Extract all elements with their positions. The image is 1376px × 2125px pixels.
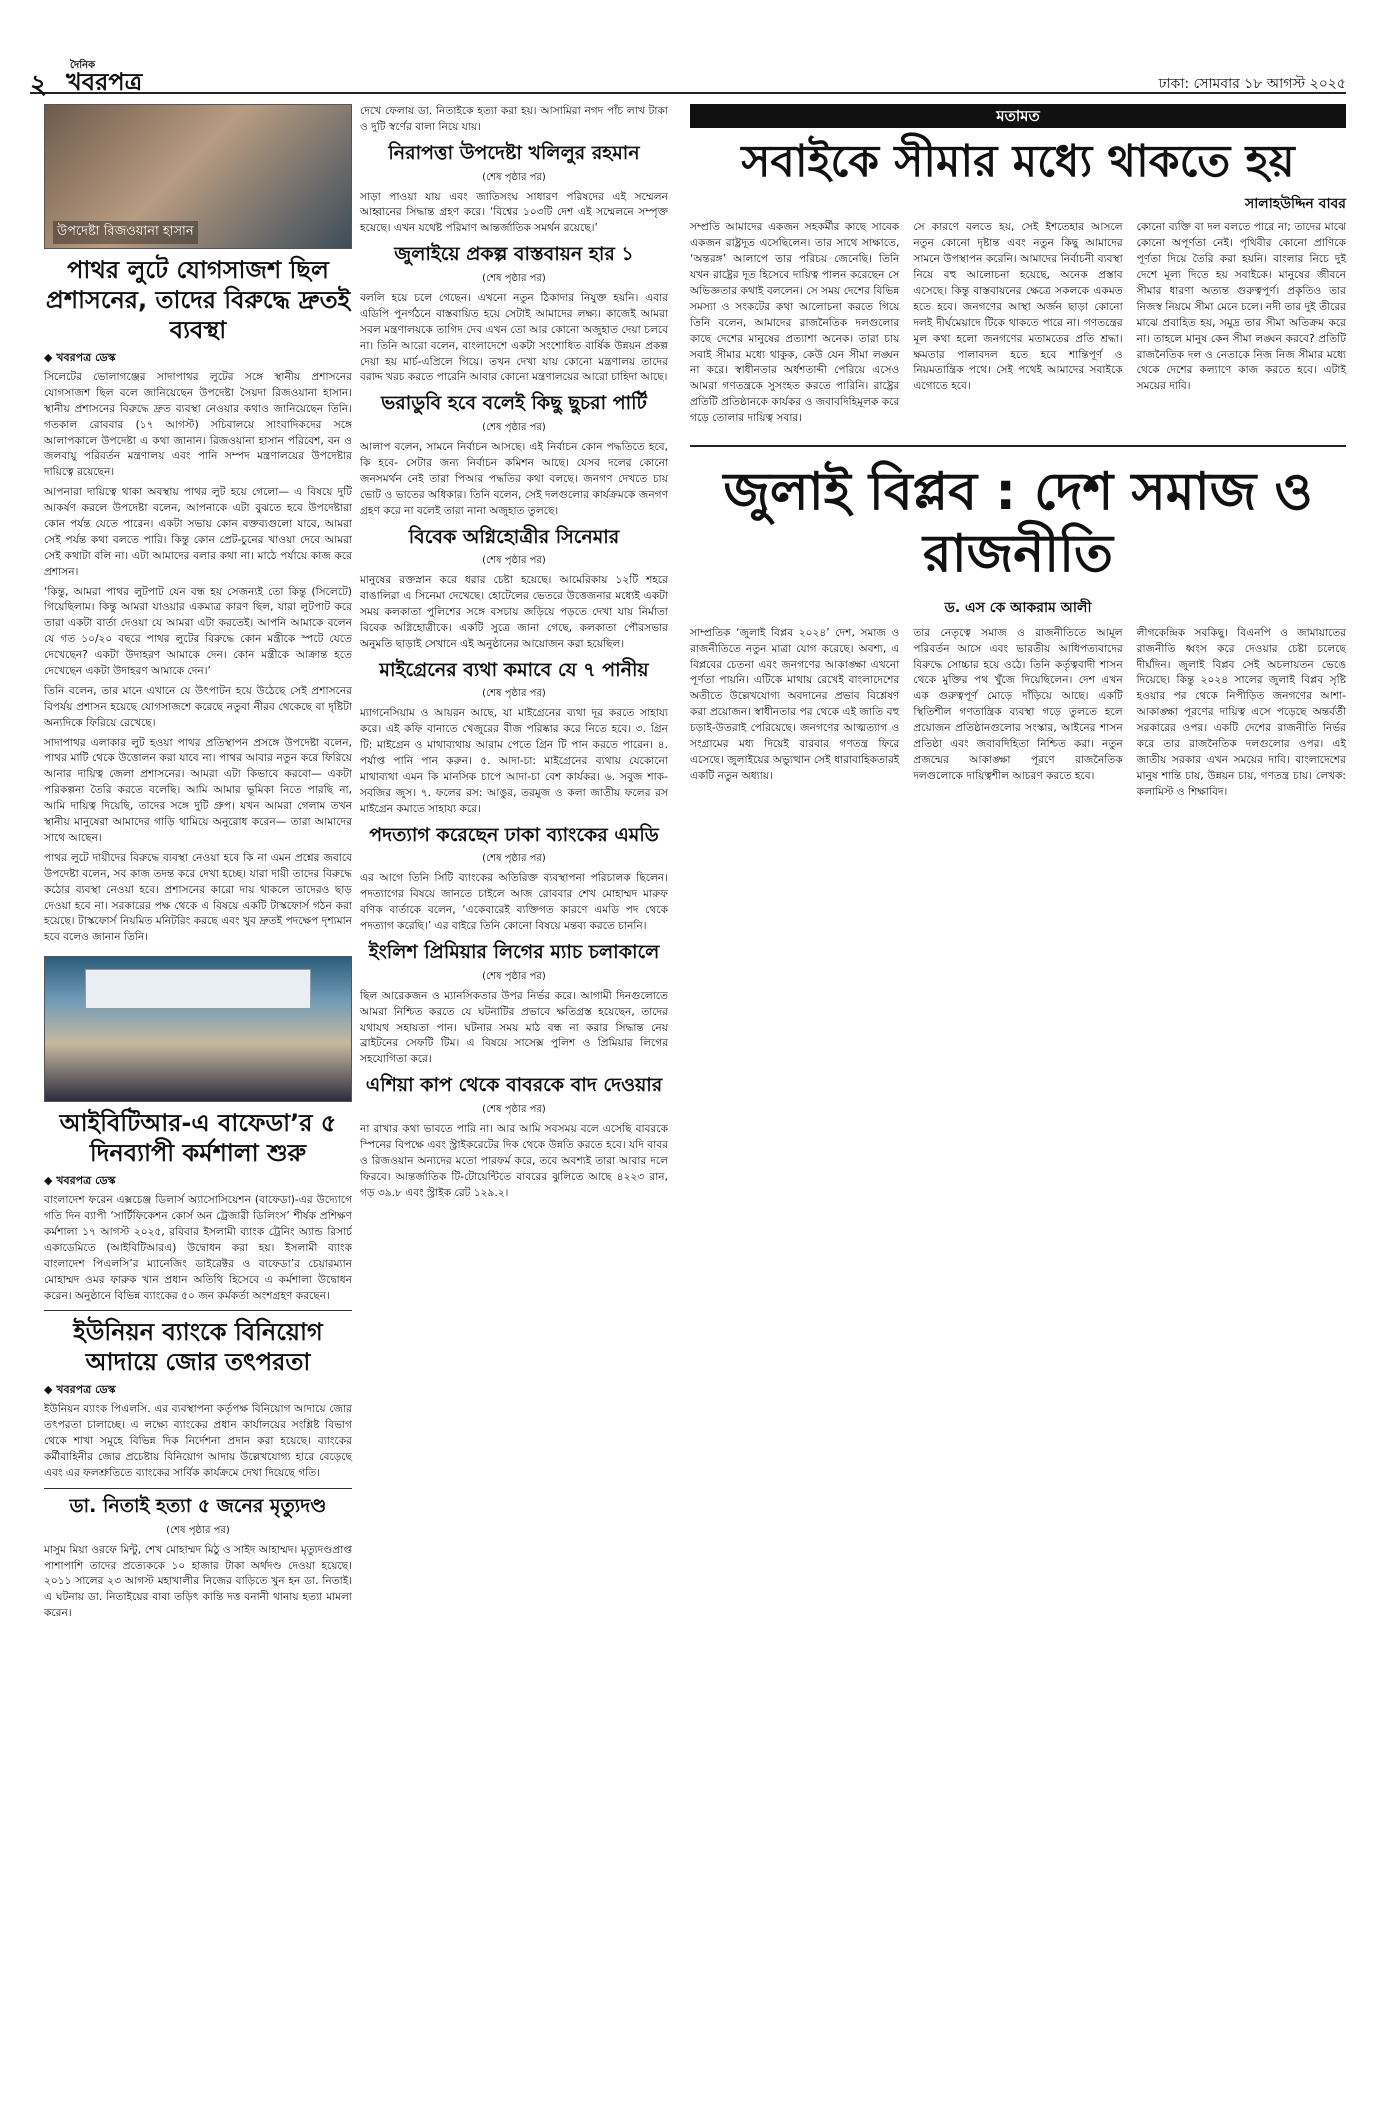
khalilur-body: সাড়া পাওয়া যায় এবং জাতিসংঘ সাধারণ পরিষদের এই সম্মেলন আহ্বানের সিদ্ধান্ত গ্রহণ করে। ‘বিশ্বের ১০৩টি দেশ এই সম্মেলনে সম্পৃক্ত হয়েছে। এখন যথেষ্ট পরিমাণ আন্তর্জাতিক সমর্থন রয়েছে।’ (360, 190, 668, 235)
bafeda-body: বাংলাদেশ ফরেন এক্সচেঞ্জ ডিলার্স অ্যাসোসিয়েশন (বাফেডা)-এর উদ্যোগে গতি দিন ব্যাপী ‘সার্টিফিকেশন কোর্স অন ট্রেজারী ডিলিংস’ শীর্ষক প্রশিক্ষণ কর্মশালা ১৭ আগস্ট ২০২৫, রবিবার ইসলামী ব্যাংক ট্রেনিং অ্যান্ড রিসার্চ একাডেমিতে (আইবিটিআরএ) উদ্বোধন করা হয়। ইসলামী ব্যাংক বাংলাদেশ পিএলসি’র ম্যানেজিং ডাইরেক্টর ও বাফেডা’র চেয়ারম্যান মোহাম্মদ ওমর ফারুক খান প্রধান অতিথি হিসেবে এ কর্মশালা উদ্বোধন করেন। অনুষ্ঠানে বিভিন্ন ব্যাংকের ৫০ জন কর্মকর্তা অংশগ্রহণ করছেন। (44, 1194, 352, 1302)
asia-cup-body: না রাখার কথা ভাবতে পারি না। আর আমি সবসময় বলে এসেছি বাবরকে স্পিনের বিপক্ষে এবং স্ট্রাইকরেটের দিক থেকে উন্নতি করতে হবে। যদি বাবর ও রিজওয়ান অন্যদের মতো পারফর্ম করে, তবে অবশ্যই তারা আবার দলে ফিরবে। আন্তর্জাতিক টি-টোয়েন্টিতে বাবরের ঝুলিতে আছে ৪২২৩ রান, গড় ৩৯.৮ এবং স্ট্রাইক রেট ১২৯.২। (360, 1122, 668, 1199)
lead-body-3: ‘কিন্তু, আমরা পাথর লুটপাট যেন বন্ধ হয় সেজন্যই তো কিন্তু (সিলেটে) গিয়েছিলাম। কিন্তু আমরা যাওয়ার একমাত্র কারণ ছিল, যারা লুটপাট করে তারা একটা বার্তা দেওয়া যে আমরা এটা করতেই। আপনি আমাকে বলেন যে গত ১০/২০ বছরে পাথর লুটের বিরুদ্ধে কোন মন্ত্রীকে স্পটে যেতে দেখেছেন? একটা উদাহরণ আমাকে দেন। কোন মন্ত্রীকে আক্রান্ত হতে দেখেছেন একটা উদাহরণ আমাকে দেন।’ (44, 585, 352, 678)
lead-body-2: আপনারা দায়িত্বে থাকা অবস্থায় পাথর লুট হয়ে গেলো— এ বিষয়ে দুটি আকর্ষণ করলে উপদেষ্টা বলেন, আপনাকে এটা বুঝতে হবে উপদেষ্টারা কোন পর্যন্ত যেতে পারেন। একটা সভায় কোন বক্তব্যগুলো যাবে, আমরা সেই পর্যন্ত কথা বলতে পারি। কিন্তু কোন প্রেট-চুনের খাওয়া দেবে আমরা সেই কথাটা বলি না। এটা আমাদের বলার কথা না। মাঠে পর্যায়ে কাজ করে প্রশাসন। (44, 486, 352, 578)
newspaper-prefix: দৈনিক (70, 60, 96, 71)
epl-continued: (শেষ পৃষ্ঠার পর) (482, 970, 546, 982)
lead-body-4: তিনি বলেন, তার মানে এখানে যে উৎপাটন হয়ে উঠেছে সেই প্রশাসনের বিপর্যয় প্রশাসন হয়েছে যোগসাজশে করেছে নতুবা নীরব থেকেছে বা দৃষ্টিটা অন্যদিকে ফিরিয়ে রেখেছে। (44, 684, 352, 729)
feature-author: ড. এস কে আকরাম আলী (944, 599, 1092, 616)
opinion-col-b: সে কারণে বলতে হয়, সেই ইশতেহার আসলে নতুন কোনো দৃষ্টান্ত এবং নতুন কিছু আমাদের সামনে উপস্থাপন করেনি। আমাদের নির্বাচনী ব্যবস্থা নিয়ে বহু আলোচনা হয়েছে, অনেক প্রস্তাব এসেছে। কিন্তু বাস্তবায়নের ক্ষেত্রে সকলকে একমত হতে হবে। জনগণের আস্থা অর্জন ছাড়া কোনো দলই দীর্ঘমেয়াদে টিকে থাকতে পারে না। গণতন্ত্রের মূল কথা হলো জনগণের মতামতের প্রতি শ্রদ্ধা। ক্ষমতার পালাবদল হতে হবে শান্তিপূর্ণ ও নিয়মতান্ত্রিক পথে। সেই পথেই আমাদের সবাইকে এগোতে হবে। (913, 221, 1123, 393)
opinion-section (690, 104, 1346, 805)
migraine-continued: (শেষ পৃষ্ঠার পর) (482, 688, 546, 700)
divider (44, 1310, 352, 1311)
opinion-headline[interactable]: সবাইকে সীমার মধ্যে থাকতে হয় (741, 136, 1295, 187)
asia-cup-headline[interactable]: এশিয়া কাপ থেকে বাবরকে বাদ দেওয়ার (365, 1074, 663, 1097)
july-project-body: বললি হয়ে চলে গেছেন। এখনো নতুন ঠিকাদার নিযুক্ত হয়নি। এবার এডিপি পুনর্গঠনে বাস্তবায়িত হয়ে সেটাই আমাদের লক্ষ্য। কাজেই আমরা সবল মন্ত্রণালয়কে তাগিদ দেব এখন তো আর কোনো অজুহাত দেয়া চলবে না। তিনি আরো বলেন, বাংলাদেশে একটা সংশোধিত বার্ষিক উন্নয়ন প্রকল্প দেয়া হয় মার্চ-এপ্রিলে গিয়ে। তখন দেখা যায় কোনো মন্ত্রণালয় তাদের বরাদ্দ খরচ করতে পারেনি আবার কোনো মন্ত্রণালয়ের আরো চাহিদা আছে। (360, 291, 668, 384)
middle-column (360, 104, 668, 1205)
asia-cup-continued: (শেষ পৃষ্ঠার পর) (482, 1103, 546, 1115)
feature-headline[interactable]: জুলাই বিপ্লব : দেশ সমাজ ও রাজনীতি (723, 461, 1313, 585)
opinion-author: সালাহউদ্দিন বাবর (1245, 196, 1346, 213)
left-column (44, 104, 352, 1626)
party-body: আলাপ বলেন, সামনে নির্বাচন আসছে। এই নির্বাচন কোন পদ্ধতিতে হবে, কি হবে- সেটার জন্য নির্বাচন কমিশন আছে। যেসব দলের কোনো জনসমর্থন নেই তারা পিআর পদ্ধতির কথা বলছে। জনগণ দেখতে চায় ভোট ও ভাতের অধিকার। তিনি বলেন, সেই দলগুলোর কার্যক্রমকে জনগণ গ্রহণ করে না বলেই তারা নানা অজুহাত তুলছে। (360, 441, 668, 517)
cinema-continued: (শেষ পৃষ্ঠার পর) (482, 555, 546, 567)
bafeda-byline: ◆ খবরপত্র ডেস্ক (44, 1174, 116, 1188)
party-continued: (শেষ পৃষ্ঠার পর) (482, 422, 546, 434)
feature-col-c: লীগকেন্দ্রিক সবকিছু। বিএনপি ও জামায়াতের রাজনীতি ধ্বংস করে দেওয়ার চেষ্টা চলেছে দীর্ঘদিন। জুলাই বিপ্লব সেই অচলায়তন ভেঙে দিয়েছে। কিন্তু ২০২৪ সালের জুলাই বিপ্লব সৃষ্টি হওয়ার পর থেকে নিপীড়িত জনগণের আশা-আকাঙ্ক্ষা পূরণের দায়িত্ব এসে পড়েছে অন্তর্বর্তী সরকারের ওপর। একটি দেশের রাজনীতি নির্ভর করে তার রাজনৈতিক দলগুলোর ওপর। এই জাতীয় সরকার এখন সময়ের দাবি। বাংলাদেশের মানুষ শান্তি চায়, উন্নয়ন চায়, গণতন্ত্র চায়। লেখক: কলামিস্ট ও শিক্ষাবিদ। (1136, 626, 1346, 798)
opinion-columns (690, 220, 1346, 431)
union-bank-headline[interactable]: ইউনিয়ন ব্যাংকে বিনিয়োগ আদায়ে জোর তৎপরতা (73, 1318, 323, 1377)
migraine-body: ম্যাগনেসিয়াম ও আয়রন আছে, যা মাইগ্রেনের ব্যথা দূর করতে সাহায্য করে। এই কফি বানাতে খেজুরের বীজ পরিষ্কার করে নিতে হবে। ৩. গ্রিন টি: মাইগ্রেন ও মাথাব্যথায় আরাম পেতে গ্রিন টি পান করতে পারেন। ৪. পর্যাপ্ত পানি পান করুন। ৫. আদা-চা: মাইগ্রেনের ব্যথায় যেকোনো মাথাব্যথা এমন কি মানসিক চাপে আদা-চা বেশ কার্যকর। ৬. সবুজ শাক-সবজির জুস। ৭. ফলের রস: আঙুর, তরমুজ ও কলা জাতীয় ফলের রস মাইগ্রেন কমাতে সাহায্য করে। (360, 707, 668, 815)
cinema-headline[interactable]: বিবেক অগ্নিহোত্রীর সিনেমার (408, 525, 620, 548)
lead-body-6: পাথর লুটে দায়ীদের বিরুদ্ধে ব্যবস্থা নেওয়া হবে কি না এমন প্রশ্নের জবাবে উপদেষ্টা বলেন, সব কাজ তদন্ত করে দেখা হচ্ছে। যারা দায়ী তাদের বিরুদ্ধে কঠোর ব্যবস্থা নেওয়া হবে। প্রশাসনের কারো দায় থাকলে তাদেরও ছাড় দেওয়া হবে না। সরকারের পক্ষ থেকে এ বিষয়ে একটি টাস্কফোর্স গঠন করা হয়েছে। টাস্কফোর্স নিয়মিত মনিটরিং করছে এবং খুব দ্রুতই পদক্ষেপ দৃশ্যমান হবে বলেও জানান তিনি। (44, 851, 352, 944)
divider (690, 445, 1346, 447)
issue-date: ঢাকা: সোমবার ১৮ আগস্ট ২০২৫ (1158, 76, 1346, 92)
epl-headline[interactable]: ইংলিশ প্রিমিয়ার লিগের ম্যাচ চলাকালে (368, 941, 660, 963)
bafeda-headline[interactable]: আইবিটিআর-এ বাফেডা’র ৫ দিনব্যাপী কর্মশালা শুরু (59, 1109, 337, 1168)
nitai-body: মাসুম মিয়া ওরফে মিন্টু, শেখ মোহাম্মদ মিঠু ও সাইদ আহাম্মদ। মৃত্যুদণ্ডপ্রাপ্ত পাশাপাশি তাদের প্রত্যেককে ১০ হাজার টাকা অর্থদণ্ড দেওয়া হয়েছে। ২০১১ সালের ২৩ আগস্ট মহাখালীর নিজের বাড়িতে খুন হন ডা. নিতাই। এ ঘটনায় ডা. নিতাইয়ের বাবা তড়িৎ কান্তি দত্ত বনানী থানায় হত্যা মামলা করেন। (44, 1543, 352, 1620)
lead-body-5: সাদাপাথর এলাকার লুট হওয়া পাথর প্রতিস্থাপন প্রসঙ্গে উপদেষ্টা বলেন, পাথর মাটি থেকে উত্তোলন করা যাবে না। পাথর আবার নতুন করে ফিরিয়ে আনার দায়িত্ব জেলা প্রশাসনের। আমরা এটা কিভাবে করবো— একটা পরিকল্পনা তৈরি করতে বলেছি। আমি আমার ভূমিকা নিতে পারছি না, আমি দায়িত্ব দিয়েছি, তাদের সঙ্গে দুটি গ্রুপ। যখন আমরা গেলাম তখন স্থানীয় মানুষেরা আমাদের গাড়ি থামিয়ে অনুরোধ করেন— তারা আমাদের সাথে আছেন। (44, 736, 352, 844)
lead-photo (44, 104, 352, 249)
lead-byline: ◆ খবরপত্র ডেস্ক (44, 351, 116, 364)
migraine-headline[interactable]: মাইগ্রেনের ব্যথা কমাবে যে ৭ পানীয় (379, 658, 649, 681)
union-bank-byline: ◆ খবরপত্র ডেস্ক (44, 1383, 116, 1397)
lead-body-1: সিলেটের ভোলাগঞ্জের সাদাপাথর লুটের সঙ্গে স্থানীয় প্রশাসনের যোগসাজশ ছিল বলে জানিয়েছেন উপদেষ্টা সৈয়দা রিজওয়ানা হাসান। স্থানীয় প্রশাসনের বিরুদ্ধে দ্রুত ব্যবস্থা নেওয়ার কথাও জানিয়েছেন তিনি। গতকাল রোববার (১৭ আগস্ট) সচিবালয়ে সাংবাদিকদের সঙ্গে আলাপকালে উপদেষ্টা এ কথা জানান। রিজওয়ানা হাসান পরিবেশ, বন ও জলবায়ু পরিবর্তন মন্ত্রণালয় এবং পানি সম্পদ মন্ত্রণালয়ের উপদেষ্টার দায়িত্বে রয়েছেন। (44, 371, 352, 479)
nitai-continuation: দেখে ফেলায় ডা. নিতাইকে হত্যা করা হয়। আসামিরা নগদ পাঁচ লাখ টাকা ও দুটি স্বর্ণের বালা নিয়ে যায়। (360, 105, 668, 133)
feature-col-b: তার নেতৃত্বে সমাজ ও রাজনীতিতে আমূল পরিবর্তন আসে এবং ভারতীয় আধিপত্যবাদের বিরুদ্ধে সোচ্চার হয়ে ওঠে। তিনি কর্তৃত্ববাদী শাসন থেকে মুক্তির পথ খুঁজে দিয়েছিলেন। দেশ এখন এক গুরুত্বপূর্ণ মোড়ে দাঁড়িয়ে আছে। একটি স্থিতিশীল গণতান্ত্রিক ব্যবস্থা গড়ে তুলতে হলে প্রয়োজন প্রতিষ্ঠানগুলোর সংস্কার, আইনের শাসন প্রতিষ্ঠা এবং জবাবদিহিতা নিশ্চিত করা। নতুন প্রজন্মের আকাঙ্ক্ষা পূরণে রাজনৈতিক দলগুলোকে দায়িত্বশীল আচরণ করতে হবে। (913, 626, 1123, 782)
july-project-continued: (শেষ পৃষ্ঠার পর) (482, 272, 546, 284)
cinema-body: মানুষের রক্তস্নান করে ধরার চেষ্টা হয়েছে। আমেরিকায় ১২টি শহরে বাঙালিরা এ সিনেমা দেখেছে। হোটেলের ভেতরে উত্তেজনার মধ্যেই একটা সময় কলকাতা পুলিশের সঙ্গে বসচায় জড়িয়ে পড়তে দেখা যায় নির্মাতা বিবেক অগ্নিহোত্রীকে। একটি সুত্রে জানা গেছে, কলকাতা পৌরসভার অনুমতি ছাড়াই সেখানে এই অনুষ্ঠানের আয়োজন করা হয়েছিল। (360, 574, 668, 650)
newspaper-title: খবরপত্র (66, 68, 143, 96)
opinion-col-c: কোনো ব্যক্তি বা দল বলতে পারে না; তাদের মাঝে কোনো অপূর্ণতা নেই। পৃথিবীর কোনো প্রাণিকে পূর্ণতা দিয়ে তৈরি করা হয়নি। বাংলার নিচে দুই দেশে মূল্য দিতে হয় সবাইকে। মানুষের জীবনে সীমার ধারণা অত্যন্ত গুরুত্বপূর্ণ। প্রকৃতিও তার নিজস্ব নিয়মে সীমা মেনে চলে। নদী তার দুই তীরের মাঝে প্রবাহিত হয়, সমুদ্র তার সীমা অতিক্রম করে না। তাহলে মানুষ কেন সীমা লঙ্ঘন করবে? প্রতিটি রাজনৈতিক দল ও নেতাকে নিজ নিজ সীমার মধ্যে থেকে দেশের কল্যাণে কাজ করতে হবে। এটাই সময়ের দাবি। (1136, 221, 1346, 393)
page-number: ২ (30, 70, 47, 100)
dhaka-bank-headline[interactable]: পদত্যাগ করেছেন ঢাকা ব্যাংকের এমডি (369, 823, 659, 846)
khalilur-headline[interactable]: নিরাপত্তা উপদেষ্টা খলিলুর রহমান (388, 141, 640, 164)
opinion-col-a: সম্প্রতি আমাদের একজন সহকর্মীর কাছে সাবেক একজন রাষ্ট্রদূত এসেছিলেন। তার সাথে সাক্ষাতে, ‘অন্তরঙ্গ’ আলাপে তার পরিচয় জেনেছি। তিনি যখন রাষ্ট্রের দূত হিসেবে দায়িত্ব পালন করেছেন সে অভিজ্ঞতার কথাই বললেন। সে সময় দেশের বিভিন্ন সমস্যা ও সংকটের কথা আলোচনা করতে গিয়ে তিনি বলেন, আমাদের রাজনৈতিক দলগুলোর কাছে দেশের মানুষের প্রত্যাশা অনেক। তারা চায় সবাই সীমার মধ্যে থাকুক, কেউ যেন সীমা লঙ্ঘন না করে। স্বাধীনতার অর্ধশতাব্দী পেরিয়ে এসেও আমরা গণতন্ত্রকে সুসংহত করতে পারিনি। রাষ্ট্রের প্রতিটি প্রতিষ্ঠানকে কার্যকর ও জবাবদিহিমূলক করে গড়ে তোলার দায়িত্ব সবার। (690, 221, 900, 425)
lead-headline[interactable]: পাথর লুটে যোগসাজশ ছিল প্রশাসনের, তাদের বিরুদ্ধে দ্রুতই ব্যবস্থা (45, 256, 351, 344)
newspaper-name (66, 60, 143, 104)
feature-col-a: সাম্প্রতিক ‘জুলাই বিপ্লব ২০২৪’ দেশ, সমাজ ও রাজনীতিতে নতুন মাত্রা যোগ করেছে। অবশ্য, এ বিপ্লবের চেতনা এবং জনগণের আকাঙ্ক্ষা এখনো পূর্ণতা পায়নি। এটিকে মাথায় রেখেই বাংলাদেশের অতীতে উল্লেখযোগ্য অবদানের প্রভাব বিশ্লেষণ করা প্রয়োজন। স্বাধীনতার পর থেকে এই জাতি বহু চড়াই-উতরাই পেরিয়েছে। জনগণের আত্মত্যাগ ও সংগ্রামের মধ্য দিয়েই বারবার গণতন্ত্র ফিরে এসেছে। জুলাইয়ের অভ্যুত্থান সেই ধারাবাহিকতারই একটি নতুন অধ্যায়। (690, 626, 900, 782)
party-headline[interactable]: ভরাডুবি হবে বলেই কিছু ছুচরা পার্টি (381, 392, 647, 415)
divider (44, 1488, 352, 1489)
nitai-continued: (শেষ পৃষ্ঠার পর) (166, 1524, 230, 1536)
workshop-photo (44, 956, 352, 1102)
section-label: মতামত (690, 104, 1346, 128)
feature-columns (690, 626, 1346, 805)
dhaka-bank-continued: (শেষ পৃষ্ঠার পর) (482, 853, 546, 865)
khalilur-continued: (শেষ পৃষ্ঠার পর) (482, 171, 546, 183)
epl-body: ছিল আরেকজন ও ম্যানসিকতার উপর নির্ভর করে। আগামী দিনগুলোতে আমরা নিশ্চিত করতে যে ঘটনাটির প্রভাবে ক্ষতিগ্রস্ত হয়েছেন, তাদের যথাযথ সহায়তা পান। ঘটনার সময় মাঠ বন্ধ না করার সিদ্ধান্ত নেয় ব্রাইটনের সেফটি টিম। এ বিষয়ে সাসেক্স পুলিশ ও প্রিমিয়ার লিগের সহযোগিতা করে। (360, 989, 668, 1066)
workshop-banner (85, 969, 311, 1009)
lead-photo-caption: উপদেষ্টা রিজওয়ানা হাসান (53, 221, 198, 244)
dhaka-bank-body: এর আগে তিনি সিটি ব্যাংকের অতিরিক্ত ব্যবস্থাপনা পরিচালক ছিলেন। পদত্যাগের বিষয়ে জানতে চাইলে আজ রোববার শেখ মোহাম্মদ মারুফ বণিক বার্তাকে বলেন, ‘একেবারেই ব্যক্তিগত কারণে এমডি পদ থেকে পদত্যাগ করেছি।’ এর বাইরে তিনি কোনো বিষয়ে মন্তব্য করতে চাননি। (360, 872, 668, 933)
union-bank-body: ইউনিয়ন ব্যাংক পিএলসি. এর ব্যবস্থাপনা কর্তৃপক্ষ বিনিয়োগ আদায়ে জোর তৎপরতা চালাচ্ছে। এ লক্ষ্যে ব্যাংকের প্রধান কার্যালয়ের সংশ্লিষ্ট বিভাগ থেকে শাখা সমূহে বিভিন্ন দিক নির্দেশনা প্রদান করা হয়েছে। ব্যাংকের কর্মীবাহিনীর জোর প্রচেষ্টায় বিনিয়োগ আদায় উল্লেখযোগ্য হারে বেড়েছে এবং এর ফলশ্রুতিতে ব্যাংকের সার্বিক কার্যক্রমে দেখা দিয়েছে গতি। (44, 1403, 352, 1479)
masthead (30, 60, 1346, 100)
july-project-headline[interactable]: জুলাইয়ে প্রকল্প বাস্তবায়ন হার ১ (394, 243, 634, 266)
nitai-headline[interactable]: ডা. নিতাই হত্যা ৫ জনের মৃত্যুদণ্ড (69, 1494, 327, 1517)
